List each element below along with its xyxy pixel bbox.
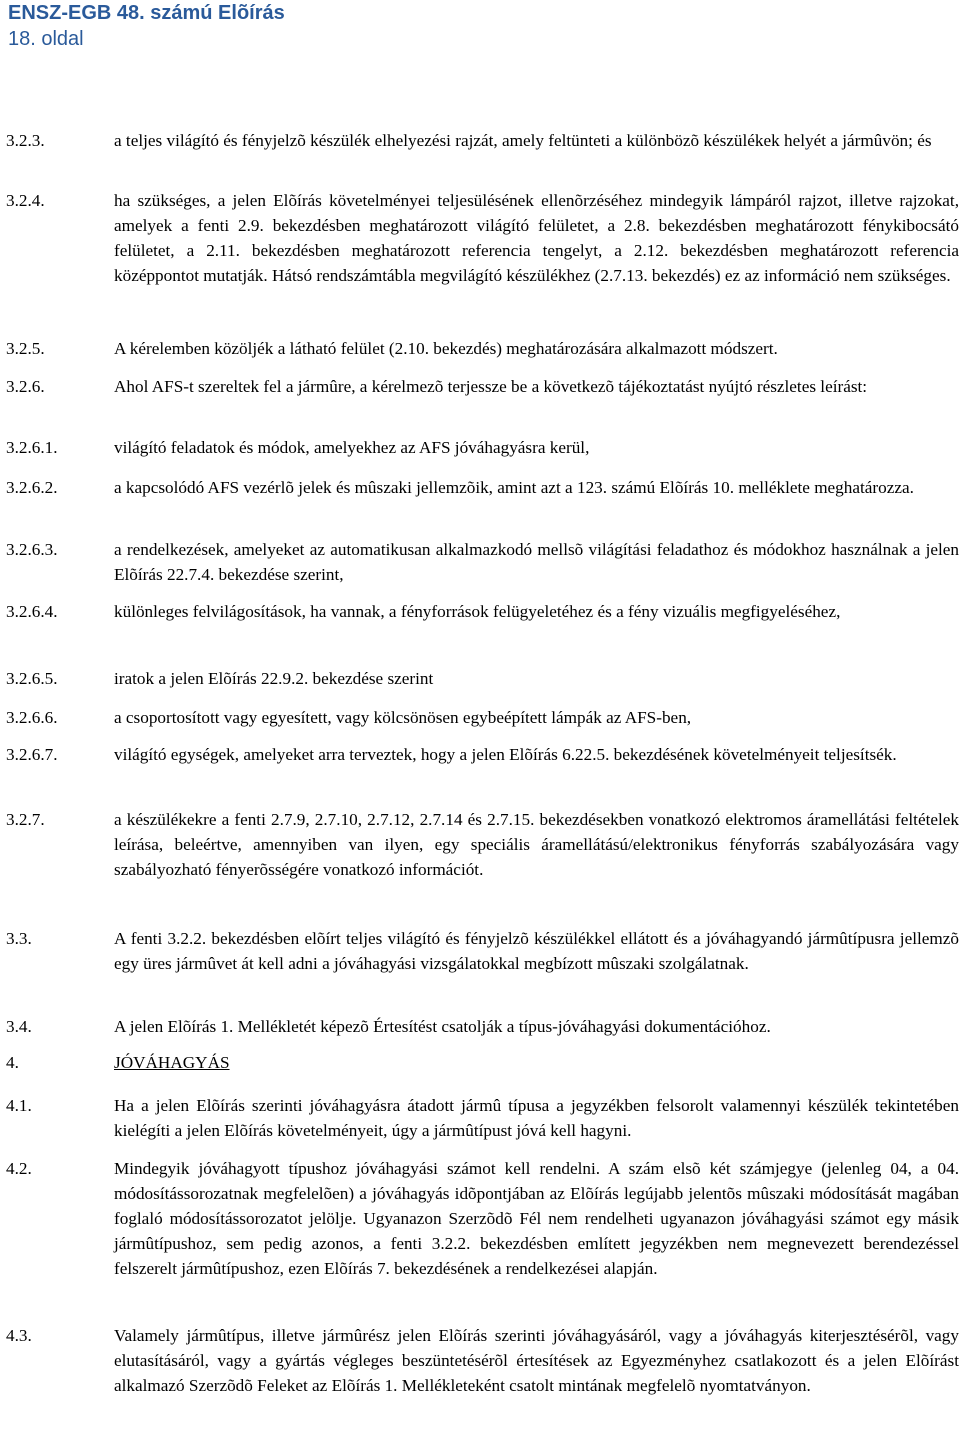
paragraph-number: 3.2.6.4.: [6, 602, 58, 621]
paragraph-number: 4.2.: [6, 1159, 32, 1178]
paragraph-number: 4.1.: [6, 1096, 32, 1115]
paragraph-text: iratok a jelen Elõírás 22.9.2. bekezdése szerint: [114, 669, 434, 688]
paragraph-number: 3.2.5.: [6, 339, 45, 358]
page-header: [8, 0, 285, 52]
paragraph-text: A jelen Elõírás 1. Mellékletét képezõ Értesítést csatolják a típus-jóváhagyási dokumentációhoz.: [114, 1017, 771, 1036]
paragraph-text: a kapcsolódó AFS vezérlõ jelek és mûszaki jellemzõik, amint azt a 123. számú Elõírás 10. melléklete meghatározza.: [114, 478, 914, 497]
paragraph-number: 3.2.6.5.: [6, 669, 58, 688]
document-title: ENSZ-EGB 48. számú Elõírás: [8, 2, 285, 24]
paragraph-number: 3.2.3.: [6, 131, 45, 150]
paragraph-number: 3.2.6.7.: [6, 745, 58, 764]
paragraph-number: 3.2.6.2.: [6, 478, 58, 497]
section-number: 4.: [6, 1053, 19, 1072]
paragraph-number: 3.2.6.6.: [6, 708, 58, 727]
paragraph-text: a teljes világító és fényjelzõ készülék elhelyezési rajzát, amely feltünteti a különbözõ készülékek helyét a jármûvön; és: [114, 131, 932, 150]
paragraph-number: 3.2.6.: [6, 377, 45, 396]
section-title: JÓVÁHAGYÁS: [114, 1053, 230, 1072]
paragraph-number: 3.2.4.: [6, 191, 45, 210]
paragraph-text: Ha a jelen Elõírás szerinti jóváhagyásra átadott jármû típusa a jegyzékben felsorolt valamennyi készülék tekintetében kielégíti a jelen Elõírás követelményeit, úgy a jármûtípust jóvá kell hagyni.: [114, 1096, 959, 1140]
paragraph-text: különleges felvilágosítások, ha vannak, a fényforrások felügyeletéhez és a fény vizuális megfigyeléséhez,: [114, 602, 841, 621]
paragraph-text: Valamely jármûtípus, illetve jármûrész jelen Elõírás szerinti jóváhagyásáról, vagy a jóváhagyás kiterjesztésérõl, vagy elutasításáról, vagy a gyártás végleges beszüntetésérõl értesítések az Egyezményhez csatlakozott és a jelen Elõírást alkalmazó Szerzõdõ Feleket az Elõírás 1. Mellékleteként csatolt mintának megfelelõ nyomtatványon.: [114, 1326, 959, 1395]
paragraph-text: a csoportosított vagy egyesített, vagy kölcsönösen egybeépített lámpák az AFS-ben,: [114, 708, 692, 727]
paragraph-number: 3.4.: [6, 1017, 32, 1036]
paragraph-number: 4.3.: [6, 1326, 32, 1345]
paragraph-text: Mindegyik jóváhagyott típushoz jóváhagyási számot kell rendelni. A szám elsõ két számjegye (jelenleg 04, a 04. módosítássorozatnak megfelelõen) a jóváhagyás idõpontjában az Elõírás legújabb jelentõs mûszaki módosítását magában foglaló módosítássorozatot jelölje. Ugyanazon Szerzõdõ Fél nem rendelheti ugyanazon jóváhagyási számot egy másik jármûtípushoz, sem pedig azonos, a fenti 3.2.2. bekezdésben említett jegyzékben nem megnevezett berendezéssel felszerelt jármûtípushoz, ezen Elõírás 7. bekezdésének a rendelkezései alapján.: [114, 1159, 959, 1278]
paragraph-text: világító feladatok és módok, amelyekhez az AFS jóváhagyásra kerül,: [114, 438, 590, 457]
paragraph-text: A kérelemben közöljék a látható felület (2.10. bekezdés) meghatározására alkalmazott módszert.: [114, 339, 778, 358]
page-number: 18. oldal: [8, 28, 84, 50]
paragraph-text: A fenti 3.2.2. bekezdésben elõírt teljes világító és fényjelzõ készülékkel ellátott és a jóváhagyandó jármûtípusra jellemzõ egy üres jármûvet át kell adni a jóváhagyási vizsgálatokkal megbízott mûszaki szolgálatnak.: [114, 929, 959, 973]
paragraph-number: 3.2.6.3.: [6, 540, 58, 559]
paragraph-text: Ahol AFS-t szereltek fel a jármûre, a kérelmezõ terjessze be a következõ tájékoztatást nyújtó részletes leírást:: [114, 377, 868, 396]
paragraph-number: 3.3.: [6, 929, 32, 948]
paragraph-text: a rendelkezések, amelyeket az automatikusan alkalmazkodó mellsõ világítási feladathoz és módokhoz használnak a jelen Elõírás 22.7.4. bekezdése szerint,: [114, 540, 959, 584]
paragraph-text: ha szükséges, a jelen Elõírás követelményei teljesülésének ellenõrzéséhez mindegyik lámpáról rajzot, illetve rajzokat, amelyek a fenti 2.9. bekezdésben meghatározott világító felületet, a 2.8. bekezdésben meghatározott fénykibocsátó felületet, a 2.11. bekezdésben meghatározott referencia tengelyt, a 2.12. bekezdésben meghatározott referencia középpontot mutatják. Hátsó rendszámtábla megvilágító készülékhez (2.7.13. bekezdés) ez az információ nem szükséges.: [114, 191, 959, 285]
paragraph-text: a készülékekre a fenti 2.7.9, 2.7.10, 2.7.12, 2.7.14 és 2.7.15. bekezdésekben vonatkozó elektromos áramellátási feltételek leírása, beleértve, amennyiben van ilyen, egy speciális áramellátású/elektronikus fényforrás szabályozására vagy szabályozható fényerõsségére vonatkozó információt.: [114, 810, 959, 879]
paragraph-number: 3.2.7.: [6, 810, 45, 829]
paragraph-number: 3.2.6.1.: [6, 438, 58, 457]
paragraph-text: világító egységek, amelyeket arra terveztek, hogy a jelen Elõírás 6.22.5. bekezdésének követelményeit teljesítsék.: [114, 745, 897, 764]
